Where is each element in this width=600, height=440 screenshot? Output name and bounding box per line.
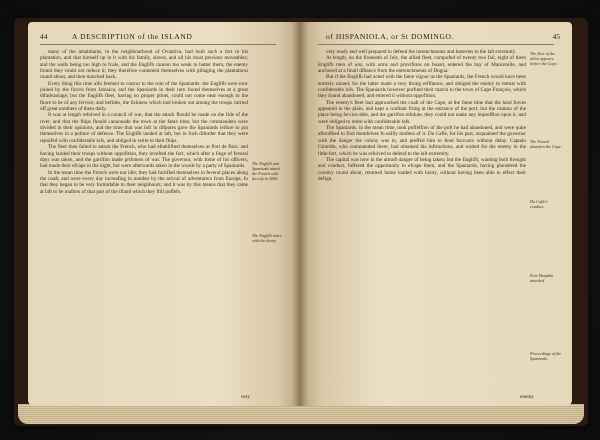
- right-page: [300, 22, 572, 406]
- paragraph: At length, on the fixteenth of July, the allied fleet, compofed of twenty two fail, eight of them Englifh men of war, with arms and provifions on board, entered the bay of Mancenille, and anchored at a fmall diftance from the entrenchments of Dugua.: [318, 55, 526, 75]
- paragraph: The fleet then failed to attack the French, who had eftablifhed themselves at Port de Paix; and having landed their troops without oppofition, they invefted the fort, which after a fiege of feveral days was taken, and the garrifon made prifoners of war. The governor, with fome of his officers, had made their efcape in the night, but were afterwards taken in the woods by a party of Spaniards.: [40, 144, 248, 170]
- paragraph: In the mean time the French were not idle; they had fortified themselves in feveral places along the coaſt, and were every day increafing in number by the arrival of adventurers from Europe, fo that they began to be very formidable to their neighbours; and it was by this means that they came at laft to be mafters of that part of the ifland which they ftill poffefs.: [40, 169, 248, 195]
- paragraph: many of the inhabitants, in the neighbourhood of Ovantiva, had built such a fort in his plantation, and that himself up in it with his family, slaves, and all his most precious moveables; and the walls being too high to fcale, and the Englifh cannon too weak to batter them, the enemy found they could not reduce it; they therefore contented themselves with pillaging the plantations round about, and then marched back.: [40, 49, 248, 81]
- book-gutter: [292, 22, 308, 406]
- header-rule: [318, 44, 554, 45]
- running-head: of HISPANIOLA, or St DOMINGO.: [326, 32, 454, 41]
- header-rule: [40, 44, 276, 45]
- page-number: 44: [40, 32, 48, 41]
- catchword: very: [240, 394, 250, 400]
- margin-note: The Englifh retire with the booty.: [252, 233, 282, 243]
- left-page: [28, 22, 300, 406]
- paragraph: very ready and well prepared to defend the intrenchments and batteries to the laſt extremity.: [326, 49, 517, 55]
- paragraph: The Spaniards, in the mean time, took poffeffion of the poft he had abandoned, and were quite aftonifhed to find themfelves fo eafily mafters of it. Du Cafle, for his part, acquainted the governor with the danger the colony was in, and preffed him to fend fuccours without delay. Captain Girardin, who commanded there, had obtained his inftructions, and waited for the enemy in the little fort, which he was refolved to defend to the laſt extremity.: [318, 125, 526, 157]
- margin-note: Fort Dauphin attacked.: [530, 273, 554, 283]
- body-text: [318, 49, 526, 182]
- catchword: enemy: [520, 394, 534, 400]
- running-head: A DESCRIPTION of the ISLAND: [72, 32, 193, 41]
- paragraph: It was at length refolved in a council of war, that the attack fhould be made on the fide of the river, and that the fhips fhould cannonade the town at the fame time; but the commanders were divided in their opinions, and the time that was loft in difputes gave the Spaniards leifure to put themselves in a poſture of defence. The Englifh landed at laft, but in fuch diforder that they were repulfed with confiderable lofs, and obliged to retire to their fhips.: [40, 112, 248, 144]
- margin-note: The Englifh and Spaniards attack the French with fuccefs in 1690.: [252, 161, 281, 181]
- margin-note: Du Cafle's conduct.: [530, 199, 548, 209]
- margin-note: The fleet of the allies appears before the Cape.: [530, 51, 558, 66]
- page-number: 45: [552, 32, 560, 41]
- margin-note: The French abandon the Cape.: [530, 139, 562, 149]
- paragraph: But if the Englifh had acted with the fame vigour as the Spaniards, the French would have been entirely ruined; for the latter made a very ſtrong refiftance, and obliged the enemy to retreat with confiderable lofs. The Spaniards however purfued their march to the town of Cape François, which they found abandoned, and entered it without oppofition.: [318, 74, 526, 100]
- page-edges: [18, 404, 584, 424]
- paragraph: Every thing this time alfo feemed to concur to the ruin of the Spaniards: the Englifh were now joined by the forces from Jamaica, and the Spaniards in their turn found themselves at a great difadvantage; but the Englifh fleet, having no proper pilots, could not come near enough to the fhore to be of any fervice; and befides, the fickness which had broken out among the troops carried off great numbers of them daily.: [40, 80, 248, 113]
- margin-note: Proceedings of the Spaniards.: [530, 351, 562, 361]
- paragraph: The capital was now in the utmoſt danger of being taken; but the Englifh, wanting both ftrength and conduct, fuffered the opportunity to efcape them, and the Spaniards, having plundered the country round about, returned home loaded with booty, without having been able to effect their defign.: [318, 156, 526, 182]
- body-text: [40, 49, 248, 195]
- paragraph: The enemy's fleet had approached the coaſt of the Cape, at the fame time that the land forces appeared in the plain, and kept a conftant firing at the entrance of the port; but the cannon of the place being ſervice-able, and the garrifon refolute, they could not make any impreffion upon it, and were obliged to retire with confiderable lofs.: [318, 99, 526, 125]
